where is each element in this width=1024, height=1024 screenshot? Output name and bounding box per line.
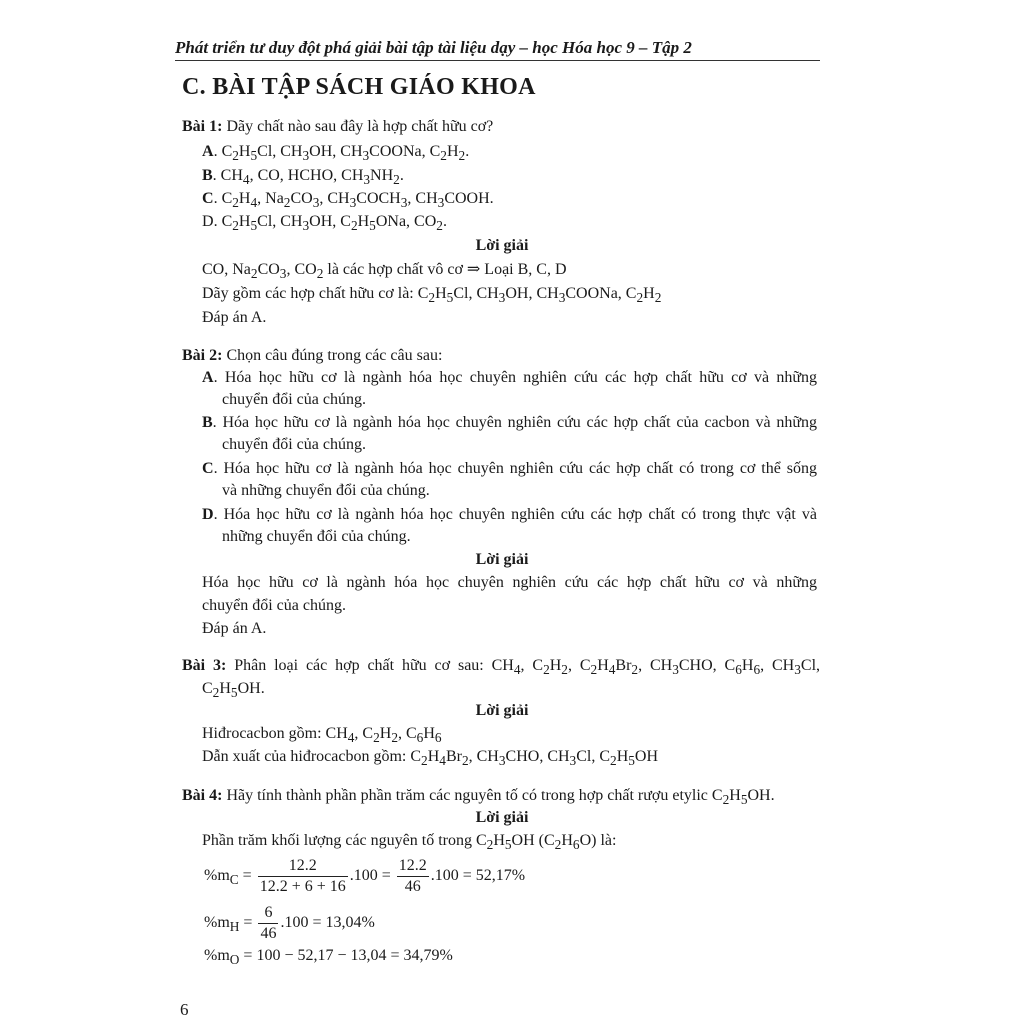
bai2-solution-line: Hóa học hữu cơ là ngành hóa học chuyên nghiên cứu các hợp chất hữu cơ và những — [202, 574, 817, 591]
formula-mo: $\%m_O = 100 - 52,17 - 13,04 = 34,79\%$ — [204, 947, 453, 968]
bai2-option-c: C. Hóa học hữu cơ là ngành hóa học chuyên nghiên cứu các hợp chất có trong cơ thể sống — [202, 460, 817, 477]
fraction — [258, 856, 348, 897]
bai1-solution-heading: Lời giải — [475, 237, 529, 254]
bai3-question-cont: $C_2H_5OH$. — [202, 680, 265, 701]
option-text: $C_2H_4$, $Na_2CO_3$, $CH_3COCH_3$, $CH_3COOH$. — [221, 190, 494, 211]
bai2-option-b-cont: chuyển đổi của chúng. — [222, 436, 366, 453]
bai3-solution-line: Hiđrocacbon gồm: $CH_4$, $C_2H_2$, $C_6H_6$ — [202, 725, 442, 746]
fraction-numerator: 12.2 — [398, 857, 427, 874]
option-letter: D — [202, 506, 214, 523]
bai1-option-a: A. $C_2H_5Cl$, $CH_3OH$, $CH_3COONa$, $C_2H_2$. — [202, 143, 470, 164]
fraction — [397, 856, 429, 897]
bai2-option-b: B. Hóa học hữu cơ là ngành hóa học chuyên nghiên cứu các hợp chất của cacbon và những — [202, 414, 818, 431]
bai2-option-a: A. Hóa học hữu cơ là ngành hóa học chuyên nghiên cứu các hợp chất hữu cơ và những — [202, 369, 817, 386]
option-text: Hóa học hữu cơ là ngành hóa học chuyên nghiên cứu các hợp chất của cacbon và những — [222, 414, 818, 431]
option-letter: B — [202, 414, 213, 431]
running-header: Phát triển tư duy đột phá giải bài tập tài liệu dạy – học Hóa học 9 – Tập 2 — [175, 38, 692, 57]
option-letter: A — [202, 369, 214, 386]
fraction — [258, 903, 278, 944]
bai2-answer: Đáp án A. — [202, 620, 267, 637]
option-letter: C — [202, 460, 214, 477]
page-number: 6 — [180, 1000, 189, 1019]
bai1-solution-line: CO, $Na_2CO_3$, $CO_2$ là các hợp chất vô cơ ⇒ Loại B, C, D — [202, 261, 567, 282]
bai4-intro: Phần trăm khối lượng các nguyên tố trong $C_2H_5OH$ $(C_2H_6O)$ là: — [202, 832, 617, 853]
bai2-label: Bài 2: — [182, 347, 223, 364]
bai1-question — [182, 117, 493, 137]
bai1-option-b: B. $CH_4$, CO, HCHO, $CH_3NH_2$. — [202, 167, 404, 188]
formula-lhs: $\%m_C$ = — [204, 867, 252, 888]
bai4-question — [182, 786, 775, 810]
bai2-option-a-cont: chuyển đổi của chúng. — [222, 391, 366, 408]
bai1-answer: Đáp án A. — [202, 309, 267, 326]
bai2-option-d-cont: những chuyển đổi của chúng. — [222, 528, 411, 545]
bai4-label: Bài 4: — [182, 787, 223, 804]
fraction-denominator: 46 — [260, 925, 277, 942]
bai1-label: Bài 1: — [182, 118, 223, 135]
bai2-solution-heading: Lời giải — [475, 551, 529, 568]
fraction-numerator: 12.2 — [288, 857, 317, 874]
option-text: $C_2H_5Cl$, $CH_3OH$, $CH_3COONa$, $C_2H_2$. — [221, 143, 470, 164]
formula-rhs: .100 = 13,04% — [280, 914, 375, 932]
bai2-question — [182, 346, 442, 366]
formula-mc — [204, 856, 525, 897]
option-text: $C_2H_5Cl$, $CH_3OH$, $C_2H_5ONa$, $CO_2$. — [221, 213, 447, 234]
bai1-option-d: D. $C_2H_5Cl$, $CH_3OH$, $C_2H_5ONa$, $CO_2$. — [202, 213, 447, 234]
fraction-denominator: 46 — [397, 876, 429, 897]
bai3-solution-heading: Lời giải — [475, 702, 529, 719]
bai4-question-text: Hãy tính thành phần phần trăm các nguyên tố có trong hợp chất rượu etylic $C_2H_5OH$. — [226, 787, 775, 808]
option-text: Hóa học hữu cơ là ngành hóa học chuyên nghiên cứu các hợp chất có trong thực vật và — [223, 506, 818, 523]
bai2-option-c-cont: và những chuyển đổi của chúng. — [222, 482, 430, 499]
option-text: Hóa học hữu cơ là ngành hóa học chuyên nghiên cứu các hợp chất có trong cơ thể sống — [223, 460, 817, 477]
option-letter: A — [202, 143, 214, 160]
bai2-option-d: D. Hóa học hữu cơ là ngành hóa học chuyên nghiên cứu các hợp chất có trong thực vật và — [202, 506, 818, 523]
formula-mh — [204, 903, 375, 944]
section-title: C. BÀI TẬP SÁCH GIÁO KHOA — [182, 74, 536, 100]
bai2-solution-line: chuyển đổi của chúng. — [202, 597, 346, 614]
bai3-solution-line: Dẫn xuất của hiđrocacbon gồm: $C_2H_4Br_2$, $CH_3CHO$, $CH_3Cl$, $C_2H_5OH$ — [202, 748, 659, 769]
header-rule — [175, 60, 820, 61]
bai1-question-text: Dãy chất nào sau đây là hợp chất hữu cơ? — [226, 118, 494, 135]
bai4-solution-heading: Lời giải — [475, 809, 529, 826]
option-letter: D — [202, 213, 214, 230]
formula-rhs: .100 = 52,17% — [430, 867, 526, 885]
formula-lhs: $\%m_H$ = — [204, 914, 253, 935]
bai1-solution-line: Dãy gồm các hợp chất hữu cơ là: $C_2H_5Cl$, $CH_3OH$, $CH_3COONa$, $C_2H_2$ — [202, 285, 662, 306]
bai3-label: Bài 3: — [182, 657, 227, 674]
fraction-numerator: 6 — [264, 904, 273, 921]
bai3-question-text: Phân loại các hợp chất hữu cơ sau: $CH_4$, $C_2H_2$, $C_2H_4Br_2$, $CH_3CHO$, $C_6H_6$, $CH_3Cl$, — [234, 657, 821, 678]
bai2-question-text: Chọn câu đúng trong các câu sau: — [226, 347, 443, 364]
bai3-question — [182, 656, 820, 680]
fraction-denominator: 12.2 + 6 + 16 — [259, 878, 346, 895]
option-letter: B — [202, 167, 213, 184]
bai1-option-c: C. $C_2H_4$, $Na_2CO_3$, $CH_3COCH_3$, $CH_3COOH$. — [202, 190, 494, 211]
option-text: Hóa học hữu cơ là ngành hóa học chuyên nghiên cứu các hợp chất hữu cơ và những — [224, 369, 817, 386]
option-text: $CH_4$, CO, HCHO, $CH_3NH_2$. — [220, 167, 404, 188]
option-letter: C — [202, 190, 214, 207]
formula-mid: .100 = — [349, 867, 391, 885]
